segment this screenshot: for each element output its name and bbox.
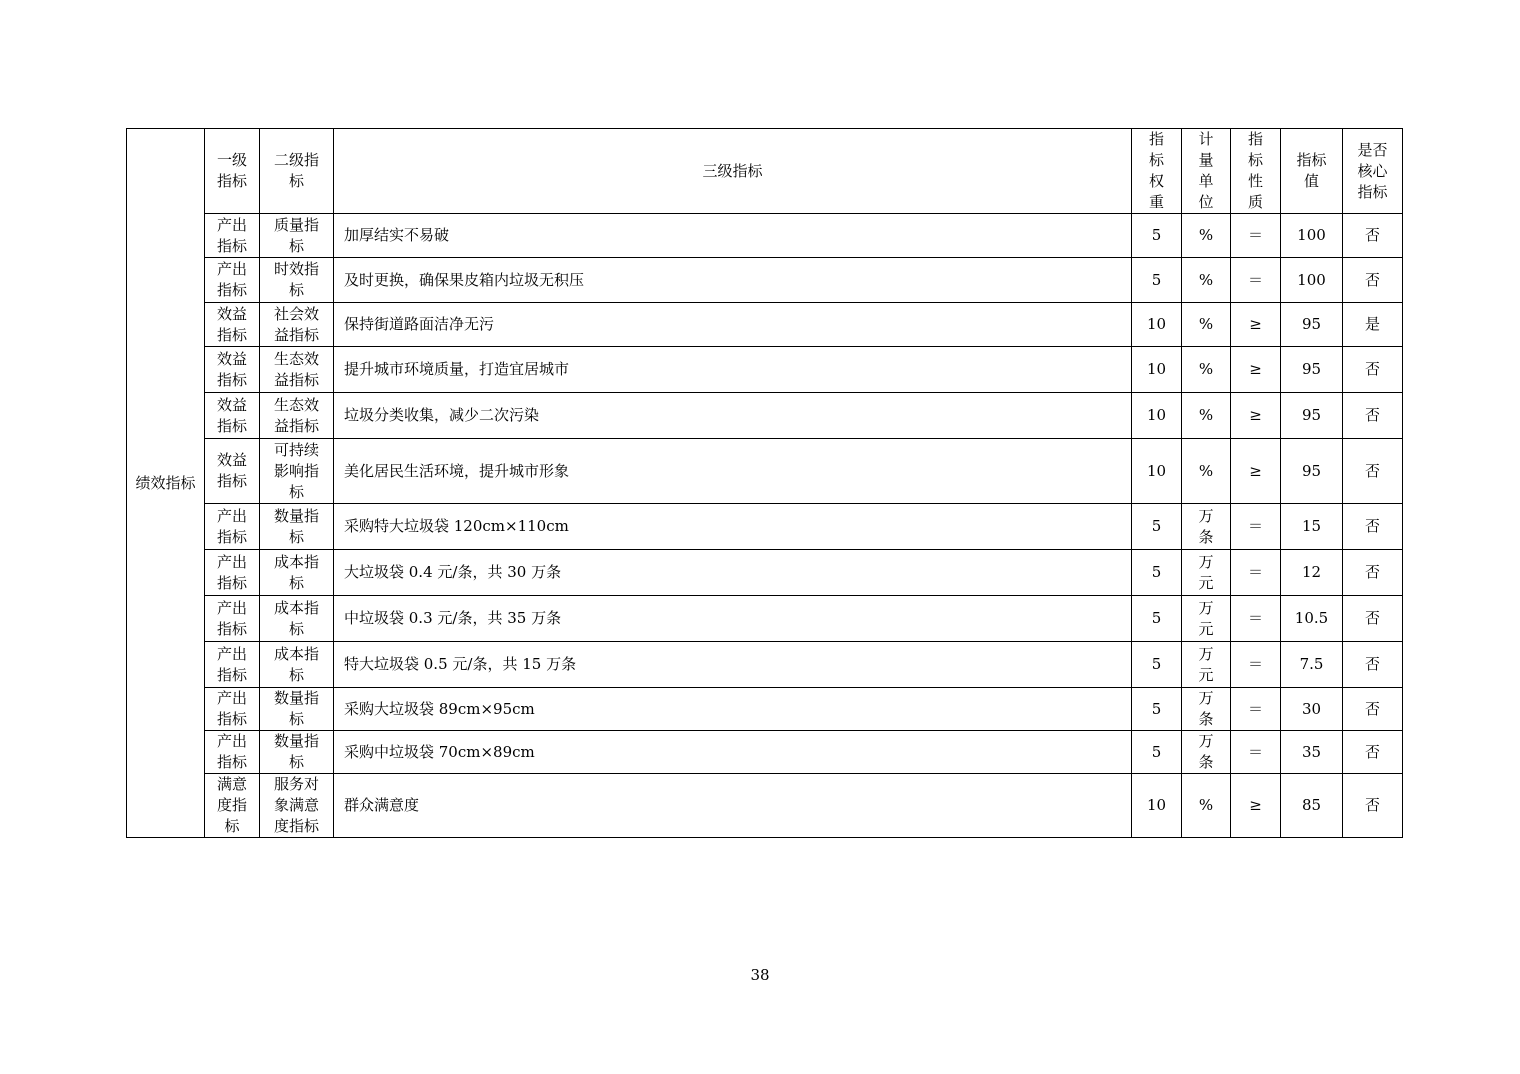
cell-value: 100 [1281, 214, 1343, 258]
cell-unit: 万条 [1182, 731, 1231, 774]
performance-indicator-table [126, 128, 1403, 838]
cell-unit: 万条 [1182, 688, 1231, 731]
cell-level3: 中垃圾袋 0.3 元/条，共 35 万条 [334, 596, 1132, 642]
cell-weight: 5 [1132, 214, 1182, 258]
cell-level1: 产出指标 [205, 214, 260, 258]
cell-unit: % [1182, 258, 1231, 303]
cell-value: 30 [1281, 688, 1343, 731]
header-level1: 一级指标 [205, 129, 260, 214]
cell-unit: % [1182, 393, 1231, 439]
cell-value: 35 [1281, 731, 1343, 774]
cell-nature: ＝ [1231, 214, 1281, 258]
cell-level1: 效益指标 [205, 303, 260, 347]
cell-level1: 效益指标 [205, 347, 260, 393]
table-row [127, 347, 1403, 393]
cell-level1: 产出指标 [205, 596, 260, 642]
cell-unit: 万元 [1182, 642, 1231, 688]
table-row [127, 550, 1403, 596]
cell-level2: 成本指标 [260, 642, 334, 688]
cell-core: 是 [1343, 303, 1403, 347]
cell-level3: 采购特大垃圾袋 120cm×110cm [334, 504, 1132, 550]
cell-level1: 效益指标 [205, 393, 260, 439]
cell-unit: 万元 [1182, 550, 1231, 596]
cell-value: 95 [1281, 303, 1343, 347]
cell-level1: 产出指标 [205, 688, 260, 731]
cell-level3: 采购中垃圾袋 70cm×89cm [334, 731, 1132, 774]
cell-nature: ＝ [1231, 642, 1281, 688]
cell-weight: 5 [1132, 258, 1182, 303]
cell-level1: 产出指标 [205, 550, 260, 596]
cell-weight: 5 [1132, 550, 1182, 596]
cell-level1: 产出指标 [205, 258, 260, 303]
cell-level1: 满意度指标 [205, 774, 260, 838]
cell-weight: 5 [1132, 731, 1182, 774]
cell-level2: 质量指标 [260, 214, 334, 258]
cell-nature: ＝ [1231, 688, 1281, 731]
table-row [127, 688, 1403, 731]
cell-unit: % [1182, 214, 1231, 258]
cell-nature: ＝ [1231, 550, 1281, 596]
page-number: 38 [750, 966, 770, 984]
cell-value: 95 [1281, 439, 1343, 504]
table-row [127, 439, 1403, 504]
cell-level2: 社会效益指标 [260, 303, 334, 347]
cell-level1: 产出指标 [205, 731, 260, 774]
cell-level2: 数量指标 [260, 731, 334, 774]
header-weight: 指标权重 [1132, 129, 1182, 214]
cell-unit: % [1182, 303, 1231, 347]
cell-weight: 5 [1132, 504, 1182, 550]
cell-unit: 万元 [1182, 596, 1231, 642]
cell-weight: 10 [1132, 303, 1182, 347]
cell-level2: 可持续影响指标 [260, 439, 334, 504]
cell-nature: ＝ [1231, 596, 1281, 642]
cell-value: 95 [1281, 393, 1343, 439]
cell-level2: 成本指标 [260, 596, 334, 642]
cell-unit: 万条 [1182, 504, 1231, 550]
table-row [127, 393, 1403, 439]
cell-value: 12 [1281, 550, 1343, 596]
cell-level3: 保持街道路面洁净无污 [334, 303, 1132, 347]
cell-value: 85 [1281, 774, 1343, 838]
cell-value: 15 [1281, 504, 1343, 550]
cell-nature: ≥ [1231, 303, 1281, 347]
cell-level3: 垃圾分类收集，减少二次污染 [334, 393, 1132, 439]
cell-core: 否 [1343, 214, 1403, 258]
cell-level1: 产出指标 [205, 642, 260, 688]
header-nature: 指标性质 [1231, 129, 1281, 214]
cell-level1: 产出指标 [205, 504, 260, 550]
cell-core: 否 [1343, 393, 1403, 439]
cell-value: 95 [1281, 347, 1343, 393]
cell-level3: 采购大垃圾袋 89cm×95cm [334, 688, 1132, 731]
cell-level3: 及时更换，确保果皮箱内垃圾无积压 [334, 258, 1132, 303]
cell-level3: 提升城市环境质量，打造宜居城市 [334, 347, 1132, 393]
cell-level2: 生态效益指标 [260, 393, 334, 439]
cell-level2: 服务对象满意度指标 [260, 774, 334, 838]
table-row [127, 504, 1403, 550]
header-level3: 三级指标 [334, 129, 1132, 214]
cell-level2: 成本指标 [260, 550, 334, 596]
table-row [127, 303, 1403, 347]
cell-weight: 5 [1132, 688, 1182, 731]
cell-weight: 5 [1132, 642, 1182, 688]
cell-level2: 生态效益指标 [260, 347, 334, 393]
cell-core: 否 [1343, 731, 1403, 774]
cell-nature: ≥ [1231, 347, 1281, 393]
cell-unit: % [1182, 774, 1231, 838]
cell-level3: 美化居民生活环境，提升城市形象 [334, 439, 1132, 504]
cell-nature: ≥ [1231, 439, 1281, 504]
cell-core: 否 [1343, 688, 1403, 731]
header-row [127, 129, 1403, 214]
cell-level3: 加厚结实不易破 [334, 214, 1132, 258]
cell-weight: 10 [1132, 774, 1182, 838]
cell-level2: 时效指标 [260, 258, 334, 303]
cell-nature: ≥ [1231, 774, 1281, 838]
table-row [127, 596, 1403, 642]
header-unit: 计量单位 [1182, 129, 1231, 214]
cell-core: 否 [1343, 596, 1403, 642]
table-row [127, 258, 1403, 303]
cell-core: 否 [1343, 258, 1403, 303]
table-row [127, 642, 1403, 688]
table-row [127, 731, 1403, 774]
header-level2: 二级指标 [260, 129, 334, 214]
table-row [127, 214, 1403, 258]
cell-core: 否 [1343, 439, 1403, 504]
cell-core: 否 [1343, 550, 1403, 596]
table-body [127, 129, 1403, 838]
cell-level1: 效益指标 [205, 439, 260, 504]
group-label: 绩效指标 [135, 473, 196, 492]
cell-nature: ≥ [1231, 393, 1281, 439]
cell-weight: 5 [1132, 596, 1182, 642]
cell-value: 10.5 [1281, 596, 1343, 642]
cell-core: 否 [1343, 642, 1403, 688]
cell-core: 否 [1343, 774, 1403, 838]
cell-unit: % [1182, 439, 1231, 504]
cell-level2: 数量指标 [260, 504, 334, 550]
header-core: 是否核心指标 [1343, 129, 1403, 214]
cell-level2: 数量指标 [260, 688, 334, 731]
cell-nature: ＝ [1231, 731, 1281, 774]
cell-unit: % [1182, 347, 1231, 393]
cell-level3: 特大垃圾袋 0.5 元/条，共 15 万条 [334, 642, 1132, 688]
cell-level3: 群众满意度 [334, 774, 1132, 838]
group-label-cell [127, 129, 205, 838]
header-value: 指标值 [1281, 129, 1343, 214]
cell-core: 否 [1343, 504, 1403, 550]
cell-weight: 10 [1132, 393, 1182, 439]
cell-value: 100 [1281, 258, 1343, 303]
cell-level3: 大垃圾袋 0.4 元/条，共 30 万条 [334, 550, 1132, 596]
cell-weight: 10 [1132, 439, 1182, 504]
cell-weight: 10 [1132, 347, 1182, 393]
table-row [127, 774, 1403, 838]
cell-core: 否 [1343, 347, 1403, 393]
cell-nature: ＝ [1231, 504, 1281, 550]
cell-nature: ＝ [1231, 258, 1281, 303]
cell-value: 7.5 [1281, 642, 1343, 688]
